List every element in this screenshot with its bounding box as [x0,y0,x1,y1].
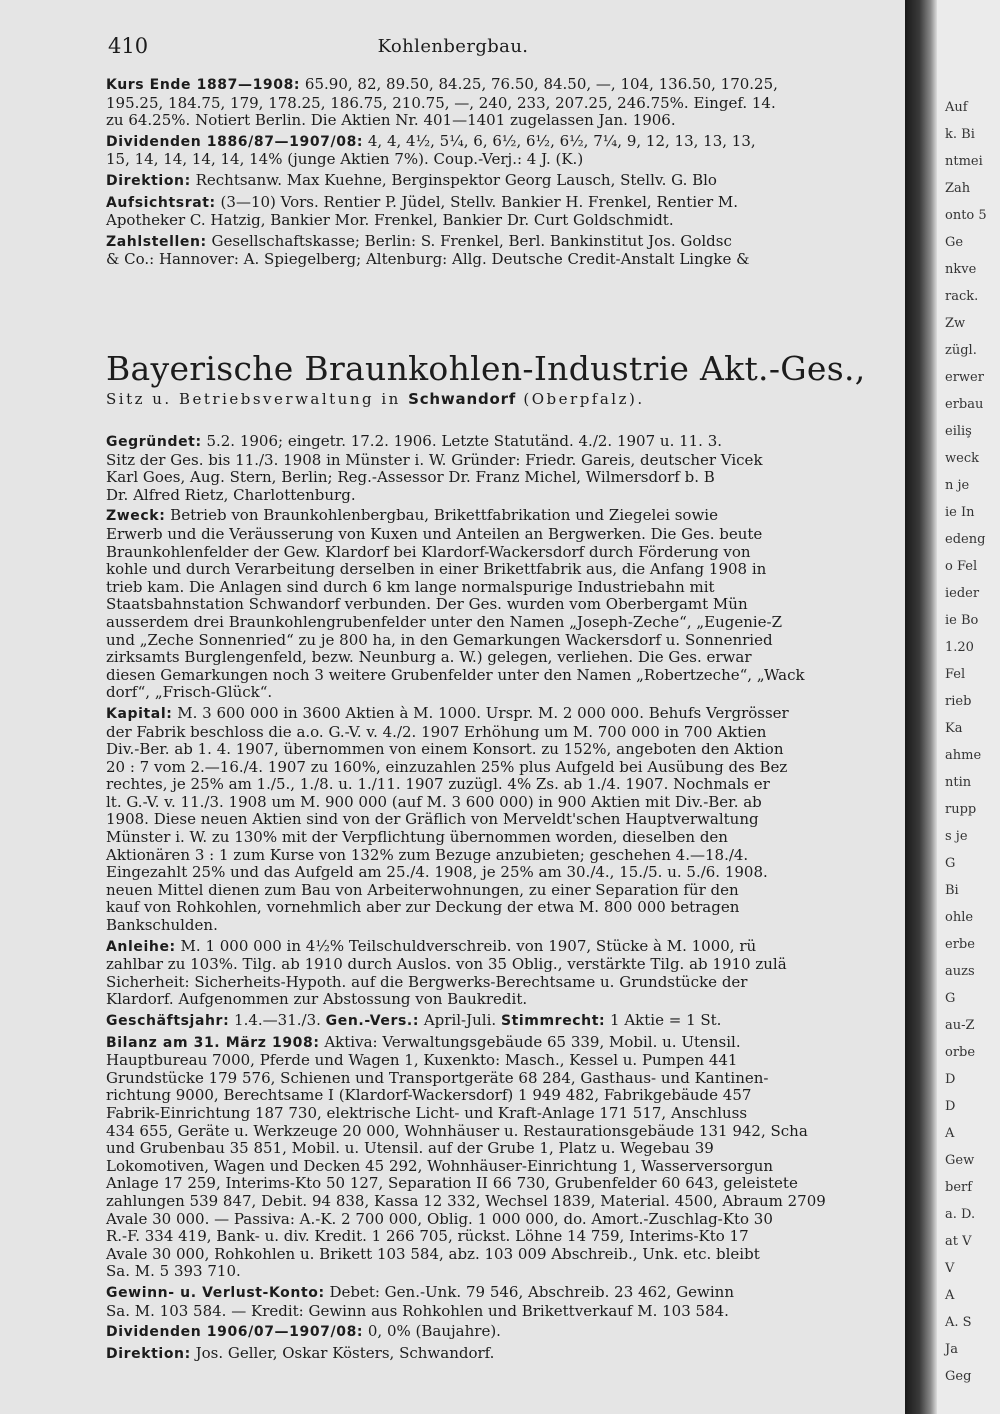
entry-heading: Gen.-Vers.: [325,1013,420,1029]
adjacent-page-fragment: edeng [945,532,986,547]
entry-text: M. 3 600 000 in 3600 Aktien à M. 1000. Urspr. M. 2 000 000. Behufs Vergrösser der Fabrik beschloss die a.o. G.-V. v. 4./2. 1907 Erhöhung um M. 700 000 in 700 Aktien Div.-Ber. ab 1. 4. 1907, übernommen von einem Konsort. zu 152%, angeboten den Aktion 20 : 7 vom 2.—16./4. 1907 zu 160%, einzuzahlen 25% plus Aufgeld bei Ausübung des Bez rechtes, je 25% am 1./5., 1./8. u. 1./11. 1907 zuzügl. 4% Zs. ab 1./4. 1907. Nochmals er lt. G.-V. v. 11./3. 1908 um M. 900 000 (auf M. 3 600 000) in 900 Aktien mit Div.-Ber. ab 1908. Diese neuen Aktien sind von der Gräflich von Merveldt'schen Hauptverwaltung Münster i. W. zu 130% mit der Verpflichtung übernommen worden, dieselben den Aktionären 3 : 1 zum Kurse von 132% zum Bezuge anzubieten; geschehen 4.—18./4. Eingezahlt 25% und das Aufgeld am 25./4. 1908, je 25% am 30./4., 15./5. u. 5./6. 1908. neuen Mittel dienen zum Bau von Arbeiterwohnungen, zu einer Separation für den kauf von Rohkohlen, vornehmlich aber zur Deckung der etwa M. 800 000 betragen Bankschulden. [106,703,789,935]
adjacent-page-fragment: Bi [945,883,959,898]
entry-text: 1 Aktie = 1 St. [610,1011,722,1029]
entry-heading: Zweck: [106,508,166,525]
adjacent-page-fragment: D [945,1099,956,1114]
entry-paragraph-gewinn-verlust [106,1284,896,1320]
adjacent-page-fragment: rupp [945,802,977,817]
entry-paragraph [106,76,896,130]
entry-text: Aktiva: Verwaltungsgebäude 65 339, Mobil. u. Utensil. Hauptbureau 7000, Pferde und Wagen 1, Kuxenkto: Masch., Kessel u. Pumpen 441 Grundstücke 179 576, Schienen und Transportgeräte 68 284, Gasthaus- und Kantinen- richtung 9000, Berechtsame I (Klardorf-Wackersdorf) 1 949 482, Fabrikgebäude 457 Fabrik-Einrichtung 187 730, elektrische Licht- und Kraft-Anlage 171 517, Anschluss 434 655, Geräte u. Werkzeuge 20 000, Wohnhäuser u. Restaurationsgebäude 131 942, Scha und Grubenbau 35 851, Mobil. u. Utensil. auf der Grube 1, Platz u. Wegebau 39 Lokomotiven, Wagen und Decken 45 292, Wohnhäuser-Einrichtung 1, Wasserversorgun Anlage 17 259, Interims-Kto 50 127, Separation II 66 730, Grubenfelder 60 643, geleistete zahlungen 539 847, Debit. 94 838, Kassa 12 332, Wechsel 1839, Material. 4500, Abraum 2709 Avale 30 000. — Passiva: A.-K. 2 700 000, Oblig. 1 000 000, do. Amort.-Zuschlag-Kto 30 R.-F. 334 419, Bank- u. div. Kredit. 1 266 705, rückst. Löhne 14 759, Interims-Kto 17 Avale 30 000, Rohkohlen u. Brikett 103 584, abz. 103 009 Abschreib., Unk. etc. bleibt Sa. M. 5 393 710. [106,1032,826,1281]
page-gutter-shadow [905,0,937,1414]
company-entry-body [106,433,896,1366]
adjacent-page-fragment: n je [945,478,970,493]
company-title-block [106,350,896,408]
adjacent-page-fragment: ahme [945,748,982,763]
entry-text: Rechtsanw. Max Kuehne, Berginspektor Georg Lausch, Stellv. G. Blo [195,170,717,189]
adjacent-page-fragment: A. S [945,1315,972,1330]
adjacent-page-fragment: rieb [945,694,972,709]
adjacent-page-fragment: erbe [945,937,975,952]
entry-paragraph [106,172,896,191]
entry-heading: Kapital: [106,705,173,722]
entry-heading: Direktion: [106,1345,191,1362]
entry-paragraph-kapital [106,705,896,935]
entry-heading: Anleihe: [106,938,176,955]
adjacent-page-fragment: G [945,856,956,871]
adjacent-page-fragment: nkve [945,262,977,277]
entry-heading: Gewinn- u. Verlust-Konto: [106,1284,325,1301]
adjacent-page-fragment: a. D. [945,1207,976,1222]
adjacent-page-fragment: G [945,991,956,1006]
entry-paragraph [106,233,896,269]
adjacent-page-fragment: ntmei [945,154,983,169]
adjacent-page-fragment: Geg [945,1369,972,1384]
entry-paragraph [106,194,896,230]
adjacent-page-fragment: weck [945,451,979,466]
entry-text: April-Juli. [423,1011,497,1029]
entry-heading: Stimmrecht: [500,1013,606,1029]
entry-paragraph-dividenden [106,1323,896,1342]
adjacent-page-fragment: at V [945,1234,972,1249]
company-seat [106,390,896,408]
seat-prefix: Sitz u. Betriebsverwaltung in [106,390,401,408]
entry-text: 5.2. 1906; eingetr. 17.2. 1906. Letzte Statutänd. 4./2. 1907 u. 11. 3. Sitz der Ges. bis 11./3. 1908 in Münster i. W. Gründer: Friedr. Gareis, deutscher Vicek Karl Goes, Aug. Stern, Berlin; Reg.-Assessor Dr. Franz Michel, Wilmersdorf b. B Dr. Alfred Rietz, Charlottenburg. [106,432,763,504]
seat-suffix: (Oberpfalz). [523,390,645,408]
adjacent-page-fragment: onto 5 [945,208,987,223]
previous-company-entry [106,76,896,272]
entry-paragraph-anleihe [106,938,896,1009]
adjacent-page-fragment: s je [945,829,968,844]
adjacent-page-fragment: berf [945,1180,973,1195]
adjacent-page-fragment: ntin [945,775,972,790]
entry-paragraph-bilanz [106,1034,896,1281]
adjacent-page-margin [905,0,1000,1414]
entry-paragraph-zweck [106,507,896,702]
adjacent-page-fragment: A [945,1126,955,1141]
page-header [108,34,888,64]
entry-text: Jos. Geller, Oskar Kösters, Schwandorf. [195,1343,495,1362]
adjacent-page-fragment: k. Bi [945,127,975,142]
adjacent-page-fragment: rack. [945,289,979,304]
adjacent-page-fragment: erwer [945,370,984,385]
entry-text: Betrieb von Braunkohlenbergbau, Brikettfabrikation und Ziegelei sowie Erwerb und die Veräusserung von Kuxen und Anteilen an Bergwerken. Die Ges. beute Braunkohlenfelder der Gew. Klardorf bei Klardorf-Wackersdorf durch Förderung von kohle und durch Verarbeitung derselben in einer Brikettfabrik aus, die Anfang 1908 in trieb kam. Die Anlagen sind durch 6 km lange normalspurige Industriebahn mit Staatsbahnstation Schwandorf verbunden. Der Ges. wurden vom Oberbergamt Mün ausserdem drei Braunkohlengrubenfelder unter den Namen „Joseph-Zeche“, „Eugenie-Z und „Zeche Sonnenried“ zu je 800 ha, in den Gemarkungen Wackersdorf u. Sonnenried zirksamts Burglengenfeld, bezw. Neunburg a. W.) gelegen, verliehen. Die Ges. erwar diesen Gemarkungen noch 3 weitere Grubenfelder unter den Namen „Robertzeche“, „Wack dorf“, „Frisch-Glück“. [106,506,805,702]
entry-text: M. 1 000 000 in 4½% Teilschuldverschreib. von 1907, Stücke à M. 1000, rü zahlbar zu 103%. Tilg. ab 1910 durch Auslos. von 35 Oblig., verstärkte Tilg. ab 1910 zulä Sicherheit: Sicherheits-Hypoth. auf die Bergwerks-Berechtsame u. Grundstücke der Klardorf. Aufgenommen zur Abstossung von Baukredit. [106,936,787,1009]
entry-text: Gesellschaftskasse; Berlin: S. Frenkel, Berl. Bankinstitut Jos. Goldsc & Co.: Hannover: A. Spiegelberg; Altenburg: Allg. Deutsche Credit-Anstalt Lingke & [106,231,750,269]
adjacent-page-fragment: zügl. [945,343,977,358]
running-title: Kohlenbergbau. [377,36,529,57]
entry-heading: Aufsichtsrat: [106,194,216,211]
adjacent-page-fragment: Ka [945,721,963,736]
entry-text: 0, 0% (Baujahre). [367,1322,501,1341]
adjacent-page-fragment: ie Bo [945,613,979,628]
adjacent-page-fragment: Zah [945,181,971,196]
entry-paragraph-gegruendet [106,433,896,504]
adjacent-page-fragment: Fel [945,667,966,682]
adjacent-page-fragment: A [945,1288,955,1303]
entry-heading: Geschäftsjahr: [106,1013,230,1029]
adjacent-page-fragment: Zw [945,316,966,331]
entry-paragraph-direktion [106,1345,896,1364]
entry-heading: Kurs Ende 1887—1908: [106,77,301,93]
entry-heading: Dividenden 1906/07—1907/08: [106,1324,364,1341]
entry-heading: Gegründet: [106,434,202,450]
adjacent-page-fragment: V [945,1261,955,1276]
adjacent-page-fragment: 1.20 [945,640,974,655]
adjacent-page-fragment: ieder [945,586,980,601]
adjacent-page-fragment: Gew [945,1153,975,1168]
entry-text: 65.90, 82, 89.50, 84.25, 76.50, 84.50, —, 104, 136.50, 170.25, 195.25, 184.75, 179, 178.25, 186.75, 210.75, —, 240, 233, 207.25, 246.75%. Eingef. 14. zu 64.25%. Notiert Berlin. Die Aktien Nr. 401—1401 zugelassen Jan. 1906. [106,75,778,130]
adjacent-page-fragment: ohle [945,910,974,925]
adjacent-page-fragment: D [945,1072,956,1087]
page-number: 410 [108,34,149,58]
adjacent-page-fragment: erbau [945,397,984,412]
entry-heading: Bilanz am 31. März 1908: [106,1034,320,1051]
entry-heading: Zahlstellen: [106,233,207,250]
entry-heading: Direktion: [106,172,191,189]
entry-text: 1.4.—31./3. [234,1011,321,1029]
adjacent-page-fragment: o Fel [945,559,978,574]
entry-paragraph-geschaeftsjahr [106,1012,896,1031]
entry-heading: Dividenden 1886/87—1907/08: [106,133,364,150]
seat-town: Schwandorf [408,390,517,408]
adjacent-page-fragment: auzs [945,964,975,979]
adjacent-page-fragment: Auf [945,100,968,115]
adjacent-page-fragment: Ge [945,235,964,250]
adjacent-page-fragment: au-Z [945,1018,975,1033]
entry-text: (3—10) Vors. Rentier P. Jüdel, Stellv. Bankier H. Frenkel, Rentier M. Apotheker C. Hatzig, Bankier Mor. Frenkel, Bankier Dr. Curt Goldschmidt. [106,192,739,230]
adjacent-page-fragment: ie In [945,505,975,520]
entry-text: 4, 4, 4½, 5¼, 6, 6½, 6½, 6½, 7¼, 9, 12, 13, 13, 13, 15, 14, 14, 14, 14, 14% (junge Aktien 7%). Coup.-Verj.: 4 J. (K.) [106,131,756,169]
adjacent-page-fragment: eiliş [945,424,972,439]
adjacent-page-fragment: orbe [945,1045,976,1060]
adjacent-page-fragment: Ja [945,1342,958,1357]
entry-paragraph [106,133,896,169]
company-title: Bayerische Braunkohlen-Industrie Akt.-Ges., [106,349,866,388]
entry-text: Debet: Gen.-Unk. 79 546, Abschreib. 23 462, Gewinn Sa. M. 103 584. — Kredit: Gewinn aus Rohkohlen und Brikettverkauf M. 103 584. [106,1282,735,1320]
